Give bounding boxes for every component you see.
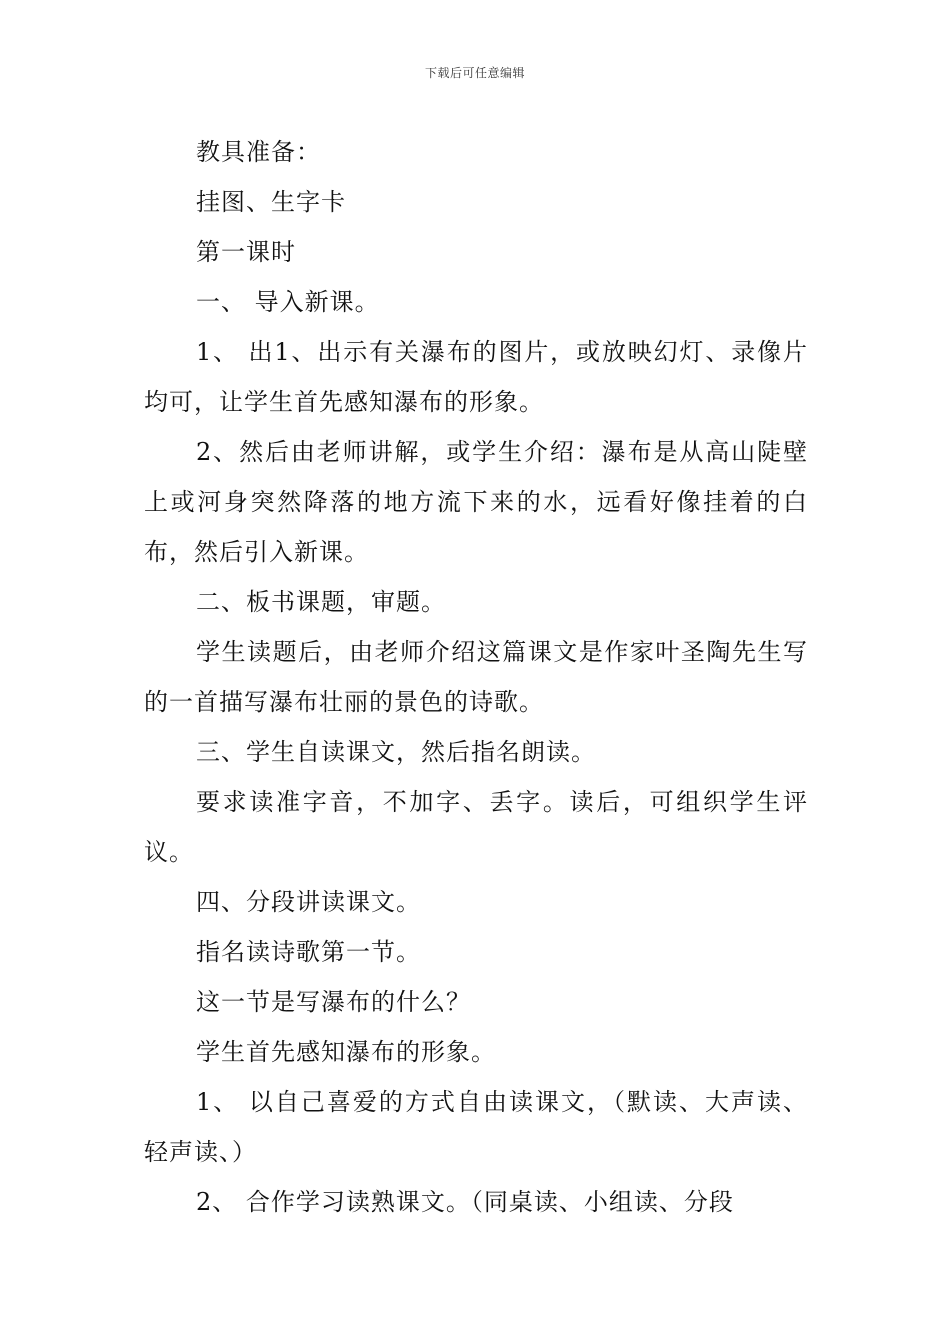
paragraph-first-lesson: 第一课时 xyxy=(196,238,296,266)
paragraph-teaching-aids: 挂图、生字卡 xyxy=(196,188,346,216)
paragraph-perception: 学生首先感知瀑布的形象。 xyxy=(196,1038,496,1066)
paragraph-step-1: 1、 出1、出示有关瀑布的图片，或放映幻灯、录像片均可，让学生首先感知瀑布的形象。 xyxy=(144,338,808,416)
paragraph-section-one: 一、 导入新课。 xyxy=(196,288,380,316)
paragraph-step-2: 2、然后由老师讲解，或学生介绍：瀑布是从高山陡壁上或河身突然降落的地方流下来的水，远看好像挂着的白布，然后引入新课。 xyxy=(144,438,808,566)
paragraph-read-first-stanza: 指名读诗歌第一节。 xyxy=(196,938,421,966)
paragraph-reading-requirements: 要求读准字音，不加字、丢字。读后，可组织学生评议。 xyxy=(144,788,808,866)
paragraph-free-reading: 1、 以自己喜爱的方式自由读课文，（默读、大声读、轻声读、） xyxy=(144,1088,808,1166)
document-body xyxy=(144,127,808,1227)
page-header: 下载后可任意编辑 xyxy=(424,66,525,80)
paragraph-teaching-aids-heading: 教具准备： xyxy=(196,138,321,166)
paragraph-section-two: 二、板书课题，审题。 xyxy=(196,588,446,616)
paragraph-section-four: 四、分段讲读课文。 xyxy=(196,888,421,916)
paragraph-cooperative-reading: 2、 合作学习读熟课文。（同桌读、小组读、分段 xyxy=(196,1188,734,1216)
paragraph-section-three: 三、学生自读课文，然后指名朗读。 xyxy=(196,738,596,766)
paragraph-question: 这一节是写瀑布的什么？ xyxy=(196,988,471,1016)
paragraph-title-intro: 学生读题后，由老师介绍这篇课文是作家叶圣陶先生写的一首描写瀑布壮丽的景色的诗歌。 xyxy=(144,638,808,716)
